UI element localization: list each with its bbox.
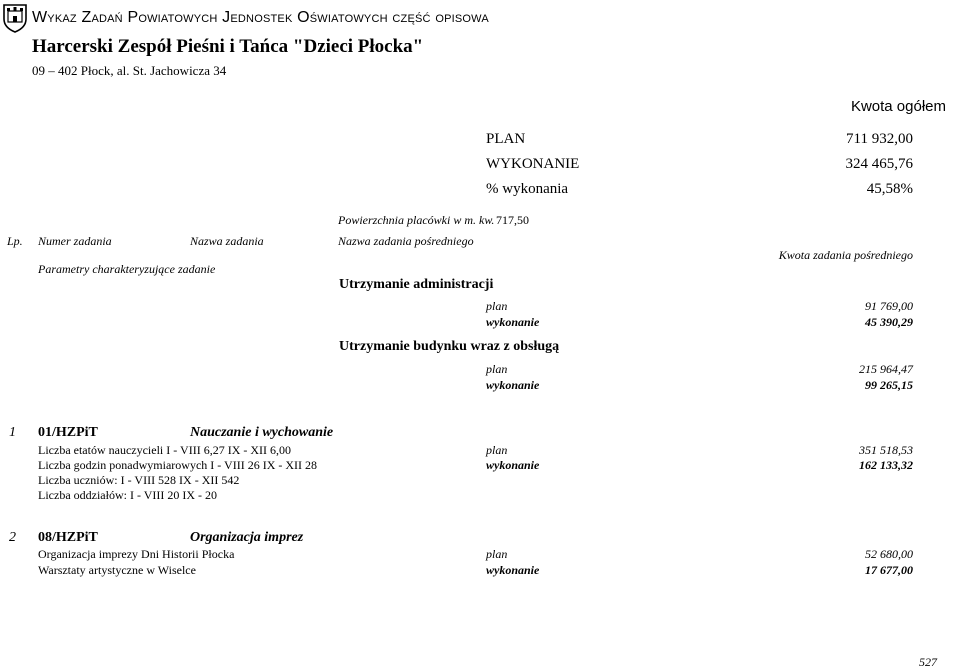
task-wykonanie-value: 17 677,00 [865,563,913,577]
task-param: Warsztaty artystyczne w Wiselce [38,563,196,577]
summary-percent-label: % wykonania [486,181,569,197]
task-param: Liczba godzin ponadwymiarowych I - VIII 26 IX - XII 28 [38,458,318,472]
intermediate-wykonanie-value: 45 390,29 [865,315,913,329]
summary-heading: Kwota ogółem [850,98,946,115]
col-nazwa-zadania: Nazwa zadania [190,234,264,248]
intermediate-wykonanie-value: 99 265,15 [865,378,913,392]
intermediate-wykonanie-label: wykonanie [486,315,540,329]
summary-plan-label: PLAN [486,131,526,147]
summary-wykonanie-label: WYKONANIE [486,156,580,172]
intermediate-title: Utrzymanie administracji [339,277,494,292]
task-number: 01/HZPiT [38,425,98,440]
intermediate-plan-label: plan [486,299,508,313]
task-param: Liczba uczniów: I - VIII 528 IX - XII 542 [38,473,240,487]
task-plan-value: 351 518,53 [859,443,913,457]
unit-address: 09 – 402 Płock, al. St. Jachowicza 34 [32,63,227,78]
task-param: Liczba oddziałów: I - VIII 20 IX - 20 [38,488,218,502]
task-param: Organizacja imprezy Dni Historii Płocka [38,547,235,561]
intermediate-plan-value: 91 769,00 [865,299,913,313]
task-number: 08/HZPiT [38,530,98,545]
intermediate-wykonanie-label: wykonanie [486,378,540,392]
intermediate-plan-value: 215 964,47 [859,362,913,376]
task-plan-value: 52 680,00 [865,547,913,561]
page-number: 527 [919,655,937,669]
summary-plan-value: 711 932,00 [846,131,913,147]
task-wykonanie-label: wykonanie [486,563,540,577]
task-name: Nauczanie i wychowanie [190,425,334,440]
unit-name: Harcerski Zespół Pieśni i Tańca "Dzieci Płocka" [32,36,424,57]
task-param: Liczba etatów nauczycieli I - VIII 6,27 IX - XII 6,00 [38,443,292,457]
col-parametry: Parametry charakteryzujące zadanie [38,262,216,276]
intermediate-title: Utrzymanie budynku wraz z obsługą [339,339,560,354]
task-lp: 1 [9,425,16,440]
task-wykonanie-label: wykonanie [486,458,540,472]
task-name: Organizacja imprez [190,530,304,545]
document-title: Wykaz Zadań Powiatowych Jednostek Oświatowych część opisowa [32,9,489,26]
col-lp: Lp. [7,234,23,248]
summary-percent-value: 45,58% [866,181,913,197]
col-kwota-posredniego: Kwota zadania pośredniego [778,248,913,262]
area-value: 717,50 [496,213,529,227]
task-plan-label: plan [486,547,508,561]
area-label: Powierzchnia placówki w m. kw. [338,213,495,227]
task-wykonanie-value: 162 133,32 [859,458,913,472]
summary-wykonanie-value: 324 465,76 [845,156,913,172]
col-numer-zadania: Numer zadania [38,234,112,248]
intermediate-plan-label: plan [486,362,508,376]
task-plan-label: plan [486,443,508,457]
col-nazwa-posredniego: Nazwa zadania pośredniego [338,234,474,248]
task-lp: 2 [9,530,16,545]
city-crest-icon [2,3,28,33]
